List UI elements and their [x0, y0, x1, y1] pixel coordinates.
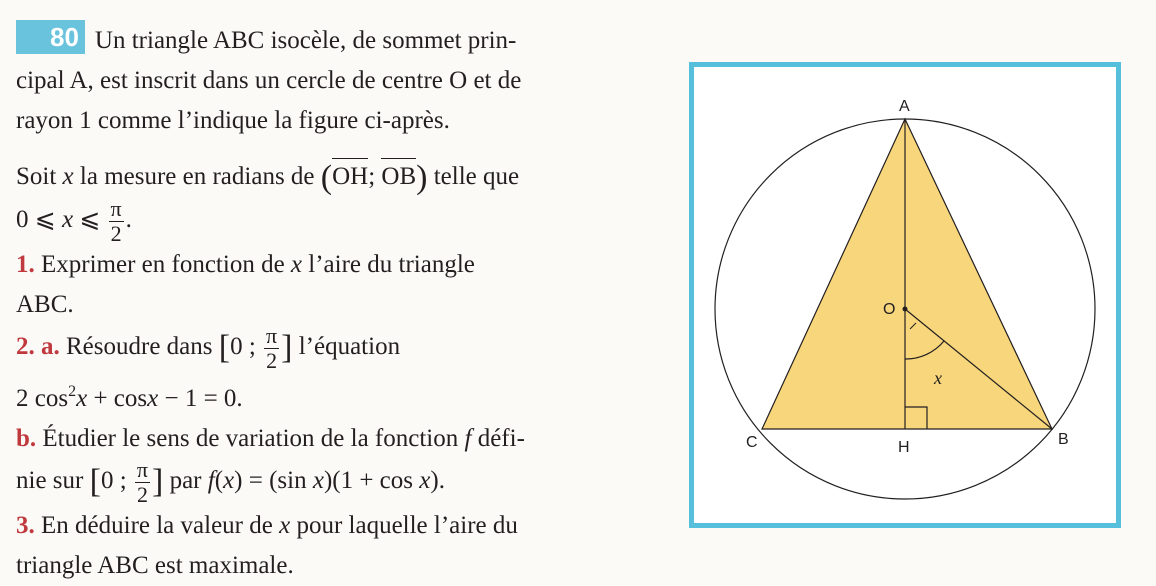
triangle-figure [694, 67, 1116, 523]
intro-line-2: cipal A, est inscrit dans un cercle de centre O et de [16, 67, 522, 94]
inequality: 0 ⩽ x ⩽ $\frac{\pi}{2}$ . [16, 196, 132, 246]
definition-paragraph: Soit x la mesure en radians de (OH; OB) telle que 0 ⩽ x ⩽ $\frac{\pi}{2}$ . [16, 159, 520, 246]
question-3: 3. En déduire la valeur de x pour laquelle l’aire du triangle ABC est maximale. [16, 512, 518, 579]
label-o: O [883, 301, 896, 318]
label-h: H [898, 439, 910, 456]
vector-oh: OH [332, 157, 368, 197]
intro-line-3: rayon 1 comme l’indique la figure ci-après. [16, 107, 450, 134]
fraction-pi-over-2: $\frac{\pi}{2}$ [110, 196, 122, 246]
center-point-o [903, 307, 908, 312]
question-1: 1. Exprimer en fonction de x l’aire du triangle ABC. [16, 251, 475, 318]
label-a: A [899, 98, 910, 115]
label-b: B [1058, 431, 1069, 448]
question-2b: b. Étudier le sens de variation de la fonction f défi- nie sur [0 ; $\frac{\pi}{2}$ ] par f(x) = (sin x)(1 + cos x). [16, 425, 525, 507]
exercise-number-badge: 80 [16, 20, 85, 54]
triangle-abc [762, 119, 1052, 429]
fraction-pi-over-2: $\frac{\pi}{2}$ [266, 323, 278, 373]
intro-line-1: Un triangle ABC isocèle, de sommet prin- [94, 27, 517, 54]
label-angle-x: x [934, 368, 942, 388]
exercise-intro [16, 20, 656, 141]
fraction-pi-over-2: $\frac{\pi}{2}$ [136, 457, 148, 507]
equation: 2 $\cos^2x + \cos x - 1 = 0$. [16, 383, 243, 412]
label-c: C [746, 434, 758, 451]
question-2a: 2. a. Résoudre dans [0 ; $\frac{\pi}{2}$ ] l’équation 2 $\cos^2x + \cos x - 1 = 0$. [16, 323, 401, 412]
vector-ob: OB [381, 157, 416, 197]
exercise-80 [16, 20, 656, 586]
figure-frame [689, 62, 1121, 528]
